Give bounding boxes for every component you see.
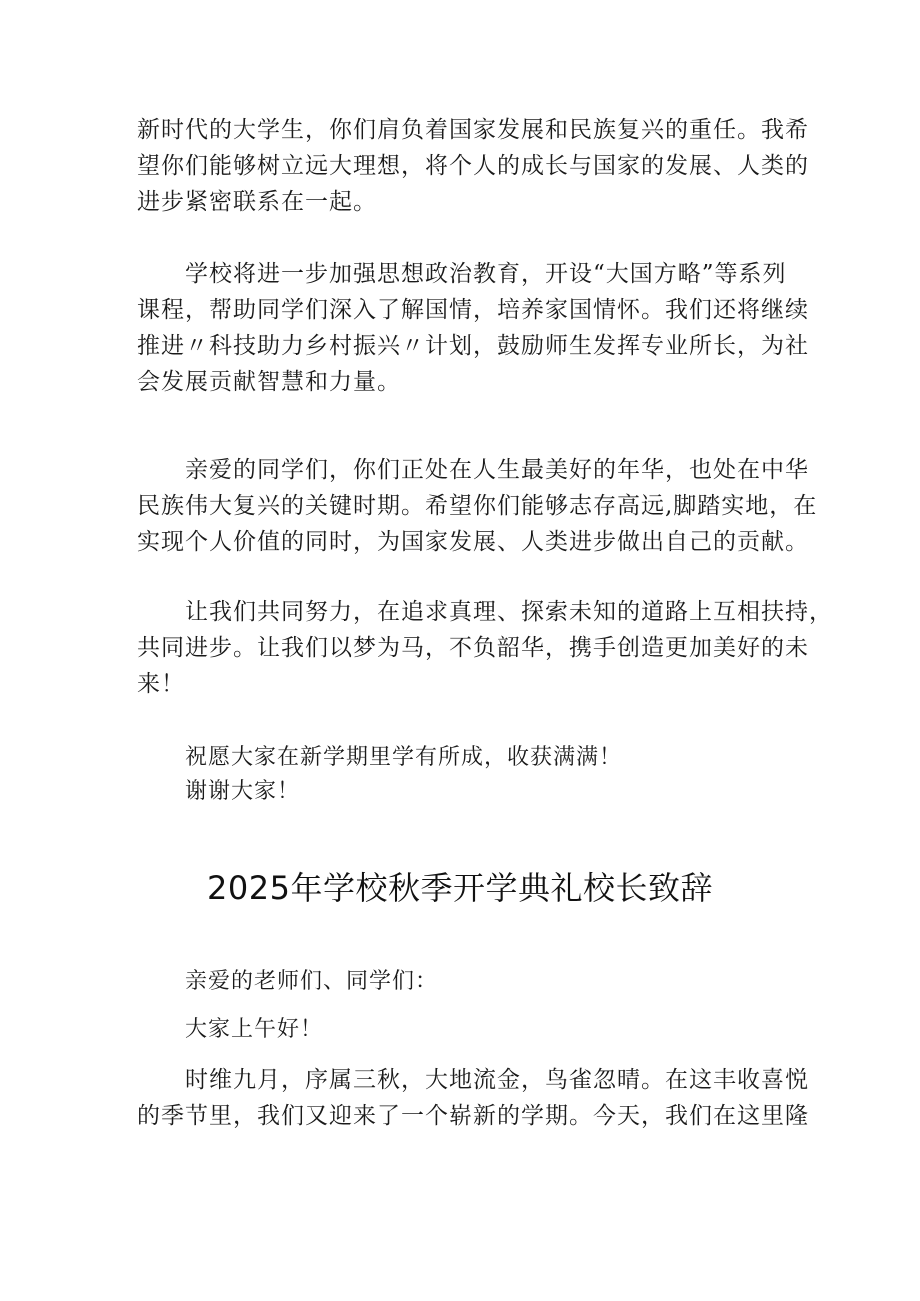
- body-paragraph: [137, 112, 809, 220]
- body-paragraph: [137, 594, 833, 702]
- text-line: 进步紧密联系在一起。: [137, 189, 377, 215]
- body-paragraph: [137, 256, 809, 400]
- text-line: 学校将进一步加强思想政治教育，开设“大国方略”等系列: [185, 261, 787, 287]
- greeting: 大家上午好！: [185, 1017, 324, 1042]
- body-paragraph: [137, 452, 818, 560]
- text-line: 时维九月，序属三秋，大地流金，鸟雀忽晴。在这丰收喜悦: [185, 1067, 809, 1093]
- text-line: 民族伟大复兴的关键时期。希望你们能够志存高远,脚踏实地，在: [137, 493, 818, 519]
- body-paragraph: [137, 1062, 809, 1134]
- text-line: 实现个人价值的同时，为国家发展、人类进步做出自己的贡献。: [137, 529, 809, 555]
- text-line: 望你们能够树立远大理想，将个人的成长与国家的发展、人类的: [137, 153, 809, 179]
- text-line: 推进〃科技助力乡村振兴〃计划，鼓励师生发挥专业所长，为社: [137, 333, 809, 359]
- closing-thanks: 谢谢大家！: [185, 779, 301, 804]
- text-line: 共同进步。让我们以梦为马，不负韶华，携手创造更加美好的未: [137, 635, 809, 661]
- text-line: 课程，帮助同学们深入了解国情，培养家国情怀。我们还将继续: [137, 297, 809, 323]
- text-line: 来！: [137, 671, 185, 697]
- salutation: 亲爱的老师们、同学们：: [185, 969, 439, 994]
- document-title: 2025年学校秋季开学典礼校长致辞: [207, 869, 713, 907]
- text-line: 会发展贡献智慧和力量。: [137, 369, 401, 395]
- text-line: 的季节里，我们又迎来了一个崭新的学期。今天，我们在这里隆: [137, 1103, 809, 1129]
- closing-wish: 祝愿大家在新学期里学有所成，收获满满！: [185, 745, 623, 770]
- text-line: 让我们共同努力，在追求真理、探索未知的道路上互相扶持，: [185, 599, 833, 625]
- text-line: 新时代的大学生，你们肩负着国家发展和民族复兴的重任。我希: [137, 117, 809, 143]
- text-line: 亲爱的同学们，你们正处在人生最美好的年华，也处在中华: [185, 457, 809, 483]
